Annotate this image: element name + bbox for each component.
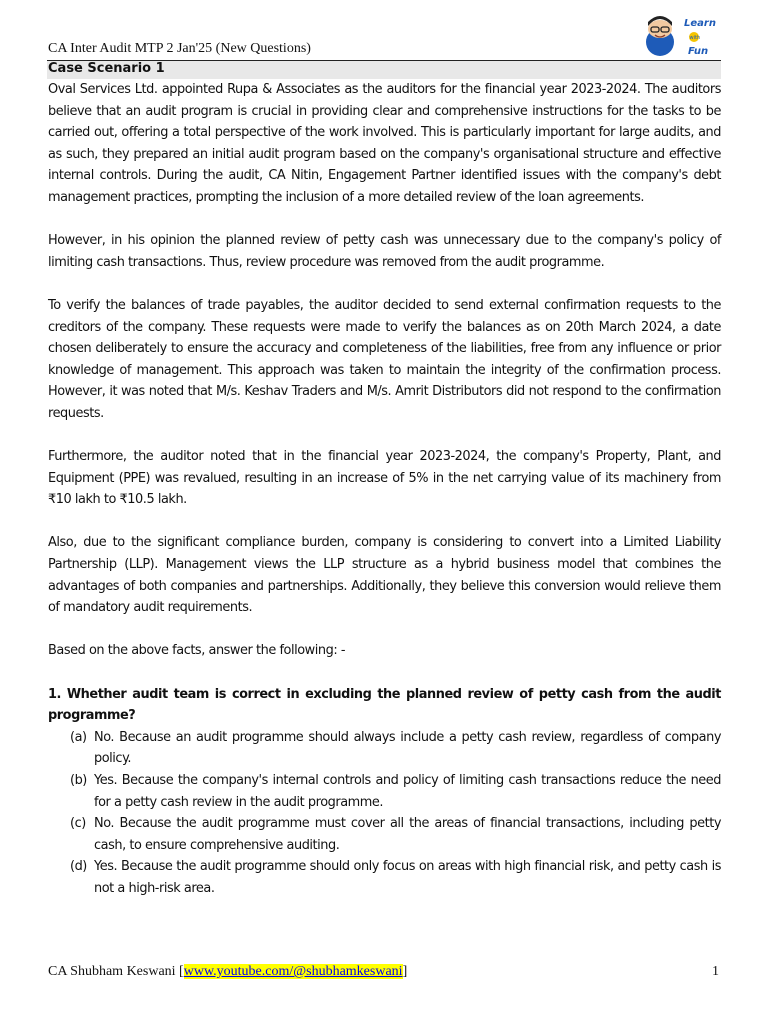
option-b <box>48 770 721 813</box>
question-options <box>48 727 721 900</box>
paragraph-llp: Also, due to the significant compliance burden, company is considering to convert into a Limited Liability Partnership (LLP). Management views the LLP structure as a hybrid business model that combines the advantages of both companies and partnerships. Additionally, they believe this conversion would relieve them of mandatory audit requirements. <box>48 535 721 616</box>
paragraph-instruction: Based on the above facts, answer the following: - <box>48 643 346 659</box>
paragraph-petty-cash: However, in his opinion the planned review of petty cash was unnecessary due to the company's policy of limiting cash transactions. Thus, review procedure was removed from the audit programme. <box>48 233 721 270</box>
learn-with-fun-logo <box>640 12 716 60</box>
option-label: (c) <box>70 816 86 832</box>
option-text: No. Because the audit programme must cover all the areas of financial transactions, including petty cash, to ensure comprehensive auditing. <box>94 816 721 853</box>
paragraph-intro: Oval Services Ltd. appointed Rupa & Associates as the auditors for the financial year 2023-2024. The auditors believe that an audit program is crucial in providing clear and comprehensive instructions for the tasks to be carried out, offering a total perspective of the work involved. This is particularly important for large audits, and as such, they prepared an initial audit program based on the company's organisational structure and effective internal controls. During the audit, CA Nitin, Engagement Partner identified issues with the company's debt management practices, prompting the inclusion of a more detailed review of the loan agreements. <box>48 82 721 205</box>
option-c <box>48 813 721 856</box>
page-number: 1 <box>712 964 719 979</box>
logo-text-fun: Fun <box>688 46 709 57</box>
option-label: (b) <box>70 773 87 788</box>
option-label: (d) <box>70 859 87 875</box>
document-header: CA Inter Audit MTP 2 Jan'25 (New Questions) <box>48 41 311 56</box>
youtube-link[interactable]: www.youtube.com/@shubhamkeswani <box>183 964 403 979</box>
footer <box>48 964 407 980</box>
option-text: No. Because an audit programme should always include a petty cash review, regardless of company policy. <box>94 729 721 767</box>
paragraph-ppe: Furthermore, the auditor noted that in the financial year 2023-2024, the company's Property, Plant, and Equipment (PPE) was revalued, resulting in an increase of 5% in the net carrying value of its machinery from ₹10 lakh to ₹10.5 lakh. <box>48 449 721 508</box>
option-text: Yes. Because the audit programme should only focus on areas with high financial risk, and petty cash is not a high-risk area. <box>94 859 721 896</box>
logo-text-with: with <box>689 35 701 41</box>
case-content <box>48 79 721 900</box>
paragraph-trade-payables: To verify the balances of trade payables, the auditor decided to send external confirmation requests to the creditors of the company. These requests were made to verify the balances as on 20th March 2024, a date chosen deliberately to ensure the accuracy and completeness of the liabilities, free from any influence or prior knowledge of management. This approach was taken to maintain the integrity of the confirmation process. However, it was noted that M/s. Keshav Traders and M/s. Amrit Distributors did not respond to the confirmation requests. <box>48 297 721 421</box>
question-title: 1. Whether audit team is correct in excluding the planned review of petty cash from the audit programme? <box>48 686 721 724</box>
logo-text-learn: Learn <box>684 18 716 29</box>
option-text: Yes. Because the company's internal controls and policy of limiting cash transactions reduce the need for a petty cash review in the audit programme. <box>94 773 721 810</box>
option-label: (a) <box>70 729 87 745</box>
option-d <box>48 856 721 899</box>
option-a <box>48 727 721 770</box>
case-title: Case Scenario 1 <box>48 61 165 76</box>
footer-bracket: ] <box>402 964 408 979</box>
footer-author: CA Shubham Keswani [ <box>48 964 184 979</box>
